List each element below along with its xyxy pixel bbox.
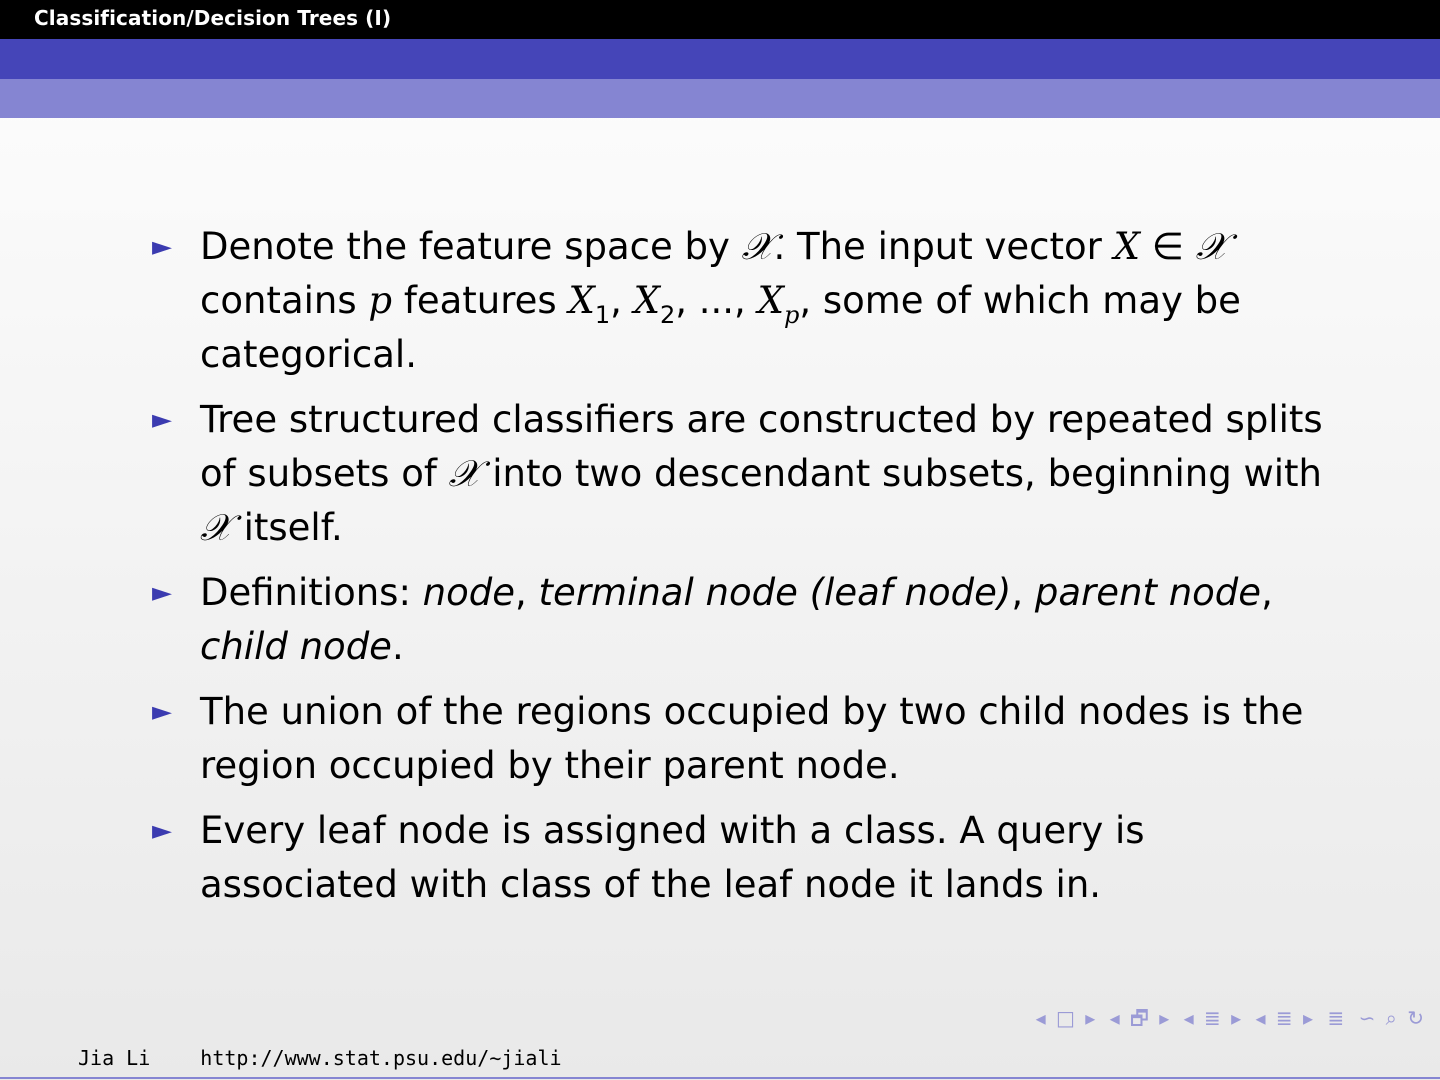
bullet-item-5: ► Every leaf node is assigned with a class. A query is associated with class of the leaf node it lands in. <box>152 804 1352 912</box>
bullet-marker-icon: ► <box>152 232 172 262</box>
bullet-marker-icon: ► <box>152 697 172 727</box>
header-band-dark <box>0 39 1440 79</box>
part-nav-icon[interactable]: ◂ ≣ ▸ <box>1255 1006 1316 1030</box>
footer-author: Jia Li <box>78 1046 151 1070</box>
bullet-item-3: ► Definitions: node, terminal node (leaf node), parent node, child node. <box>152 566 1352 674</box>
bullet-marker-icon: ► <box>152 816 172 846</box>
document-nav-icon[interactable]: ≣ <box>1327 1006 1347 1030</box>
footer-url: http://www.stat.psu.edu/∼jiali <box>200 1046 562 1070</box>
bullet-item-4: ► The union of the regions occupied by two child nodes is the region occupied by their parent node. <box>152 685 1352 793</box>
bullet-list <box>152 220 1352 923</box>
search-back-forward-icon[interactable]: ∽ ⌕ ↻ <box>1358 1006 1426 1030</box>
beamer-navigation-symbols <box>1032 1004 1426 1038</box>
header-band-light <box>0 79 1440 118</box>
title-bar <box>0 0 1440 39</box>
footer-rule <box>0 1077 1440 1079</box>
subsection-nav-icon[interactable]: ◂ 🗗 ▸ <box>1109 1006 1172 1030</box>
bullet-item-1: ► Denote the feature space by 𝒳. The input vector X ∈ 𝒳 contains p features $X_1$, $X_2$, ..., $X_p$, some of which may be categorical. <box>152 220 1352 382</box>
frame-nav-icon[interactable]: ◂ □ ▸ <box>1035 1006 1098 1030</box>
slide-title: Classification/Decision Trees (I) <box>34 6 392 30</box>
footer <box>78 1046 562 1070</box>
bullet-marker-icon: ► <box>152 405 172 435</box>
bullet-item-2: ► Tree structured classifiers are constructed by repeated splits of subsets of 𝒳 into two descendant subsets, beginning with 𝒳 itself. <box>152 393 1352 555</box>
bullet-marker-icon: ► <box>152 578 172 608</box>
section-nav-icon[interactable]: ◂ ≣ ▸ <box>1183 1006 1244 1030</box>
